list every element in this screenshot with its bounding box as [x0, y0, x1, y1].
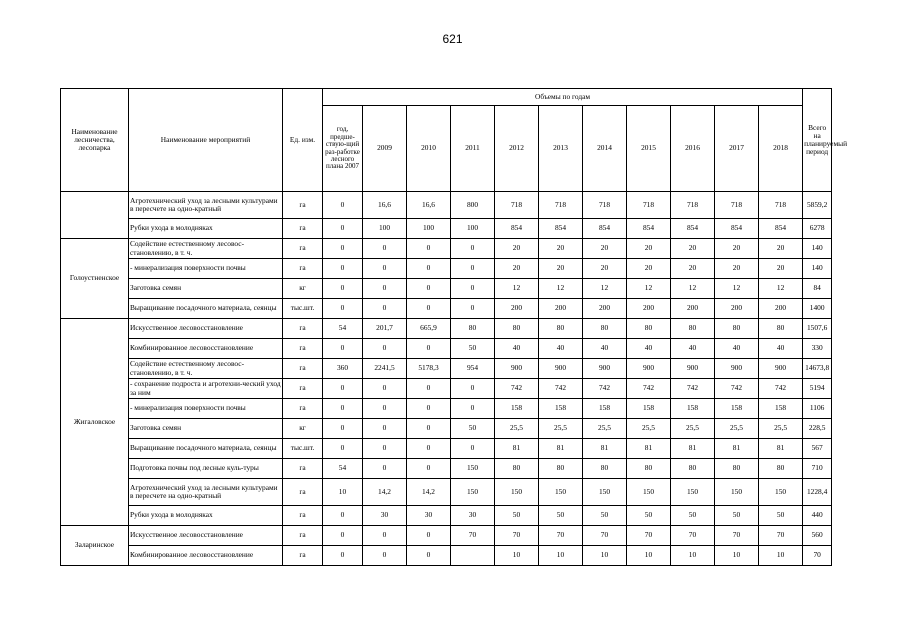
year-column-header: 2015 — [627, 106, 671, 192]
value-cell: 150 — [715, 479, 759, 506]
value-cell: 10 — [671, 546, 715, 566]
value-cell: 0 — [363, 546, 407, 566]
value-cell: 16,6 — [363, 192, 407, 219]
value-cell: 70 — [715, 526, 759, 546]
total-cell: 560 — [803, 526, 832, 546]
activity-name-cell: Комбинированное лесовосстановление — [129, 339, 283, 359]
value-cell: 80 — [715, 459, 759, 479]
value-cell: 0 — [323, 239, 363, 259]
value-cell: 718 — [671, 192, 715, 219]
value-cell: 20 — [671, 259, 715, 279]
value-cell: 900 — [495, 359, 539, 379]
value-cell — [451, 546, 495, 566]
activity-name-cell: - сохранение подроста и агротехни-ческий уход за ним — [130, 379, 281, 397]
value-cell: 0 — [323, 546, 363, 566]
table-row — [61, 339, 832, 359]
value-cell: 25,5 — [583, 419, 627, 439]
value-cell: 0 — [363, 339, 407, 359]
value-cell: 25,5 — [539, 419, 583, 439]
value-cell: 81 — [539, 439, 583, 459]
total-cell: 567 — [803, 439, 832, 459]
value-cell: 50 — [495, 506, 539, 526]
value-cell: 2241,5 — [363, 359, 407, 379]
value-cell: 16,6 — [407, 192, 451, 219]
activity-name-cell: Содействие естественному лесовос-становлению, в т. ч. — [129, 239, 283, 259]
value-cell: 10 — [495, 546, 539, 566]
value-cell: 158 — [715, 399, 759, 419]
value-cell: 40 — [539, 339, 583, 359]
unit-column-header: Ед. изм. — [283, 89, 323, 192]
page-number: 621 — [442, 32, 463, 46]
unit-cell: га — [283, 506, 323, 526]
total-cell: 6278 — [803, 219, 832, 239]
value-cell: 0 — [363, 439, 407, 459]
value-cell: 80 — [451, 319, 495, 339]
value-cell: 80 — [671, 319, 715, 339]
value-cell: 0 — [363, 299, 407, 319]
value-cell: 80 — [495, 319, 539, 339]
value-cell: 20 — [671, 239, 715, 259]
value-cell: 70 — [583, 526, 627, 546]
year-column-header: 2014 — [583, 106, 627, 192]
header-row-top — [61, 89, 832, 106]
year-column-header: 2010 — [407, 106, 451, 192]
activity-name-cell: Рубки ухода в молодняках — [129, 219, 283, 239]
value-cell: 10 — [583, 546, 627, 566]
value-cell: 12 — [759, 279, 803, 299]
value-cell: 742 — [671, 379, 715, 399]
table-row — [61, 526, 832, 546]
unit-cell: га — [283, 339, 323, 359]
value-cell: 742 — [759, 379, 803, 399]
value-cell: 25,5 — [671, 419, 715, 439]
table-row — [61, 219, 832, 239]
value-cell: 80 — [539, 459, 583, 479]
value-cell: 150 — [495, 479, 539, 506]
table-row — [61, 439, 832, 459]
value-cell: 900 — [715, 359, 759, 379]
value-cell: 900 — [759, 359, 803, 379]
activity-name-cell: - минерализация поверхности почвы — [129, 399, 283, 419]
table-row — [61, 239, 832, 259]
value-cell: 80 — [583, 459, 627, 479]
total-cell: 1400 — [803, 299, 832, 319]
activity-name-cell: Искусственное лесовосстановление — [129, 319, 283, 339]
table-row — [61, 379, 832, 399]
value-cell: 12 — [671, 279, 715, 299]
value-cell: 0 — [407, 439, 451, 459]
activity-name-cell: Заготовка семян — [129, 419, 283, 439]
value-cell: 12 — [715, 279, 759, 299]
total-cell: 440 — [803, 506, 832, 526]
value-cell: 100 — [451, 219, 495, 239]
value-cell: 80 — [495, 459, 539, 479]
value-cell: 100 — [407, 219, 451, 239]
table-row — [61, 399, 832, 419]
value-cell: 40 — [627, 339, 671, 359]
value-cell: 50 — [539, 506, 583, 526]
activity-name-cell: - минерализация поверхности почвы — [129, 259, 283, 279]
value-cell: 12 — [539, 279, 583, 299]
total-cell: 710 — [803, 459, 832, 479]
value-cell: 40 — [759, 339, 803, 359]
value-cell: 150 — [671, 479, 715, 506]
value-cell: 0 — [407, 399, 451, 419]
value-cell: 201,7 — [363, 319, 407, 339]
value-cell: 800 — [451, 192, 495, 219]
value-cell: 50 — [451, 419, 495, 439]
activity-name-cell: Агротехнический уход за лесными культурами в пересчете на одно-кратный — [129, 479, 283, 506]
value-cell: 0 — [323, 439, 363, 459]
value-cell: 0 — [407, 546, 451, 566]
table-row — [61, 299, 832, 319]
value-cell: 158 — [671, 399, 715, 419]
value-cell: 25,5 — [627, 419, 671, 439]
value-cell: 150 — [583, 479, 627, 506]
value-cell: 854 — [759, 219, 803, 239]
table-row — [61, 459, 832, 479]
unit-cell: га — [283, 379, 323, 399]
value-cell: 0 — [407, 279, 451, 299]
value-cell: 742 — [627, 379, 671, 399]
value-cell: 742 — [495, 379, 539, 399]
activity-name-cell: Заготовка семян — [129, 279, 283, 299]
value-cell: 81 — [627, 439, 671, 459]
value-cell: 10 — [539, 546, 583, 566]
value-cell: 0 — [407, 419, 451, 439]
forestry-name-cell: Заларинское — [61, 526, 129, 566]
value-cell: 70 — [759, 526, 803, 546]
unit-cell: га — [283, 192, 323, 219]
value-cell: 854 — [539, 219, 583, 239]
total-cell: 84 — [803, 279, 832, 299]
total-cell: 5859,2 — [803, 192, 832, 219]
value-cell: 0 — [323, 339, 363, 359]
value-cell: 0 — [407, 339, 451, 359]
table-row — [61, 279, 832, 299]
value-cell: 200 — [495, 299, 539, 319]
value-cell: 70 — [495, 526, 539, 546]
table-row — [61, 479, 832, 506]
value-cell: 158 — [627, 399, 671, 419]
total-cell: 228,5 — [803, 419, 832, 439]
value-cell: 81 — [495, 439, 539, 459]
value-cell: 200 — [627, 299, 671, 319]
unit-cell: га — [283, 239, 323, 259]
value-cell: 0 — [363, 239, 407, 259]
value-cell: 158 — [759, 399, 803, 419]
value-cell: 0 — [363, 459, 407, 479]
total-cell: 140 — [803, 239, 832, 259]
total-column-header: Всего на планируемый период — [803, 89, 832, 192]
activity-name-cell: Агротехнический уход за лесными культурами в пересчете на одно-кратный — [129, 192, 283, 219]
value-cell: 200 — [583, 299, 627, 319]
value-cell: 50 — [583, 506, 627, 526]
value-cell: 718 — [539, 192, 583, 219]
table-row — [61, 259, 832, 279]
value-cell: 54 — [323, 459, 363, 479]
value-cell: 0 — [407, 459, 451, 479]
value-cell: 20 — [583, 239, 627, 259]
value-cell: 0 — [451, 239, 495, 259]
value-cell: 70 — [451, 526, 495, 546]
value-cell: 80 — [539, 319, 583, 339]
value-cell: 81 — [583, 439, 627, 459]
year-column-header: 2012 — [495, 106, 539, 192]
value-cell: 0 — [451, 379, 495, 399]
forestry-name-cell — [61, 192, 129, 239]
value-cell: 0 — [323, 379, 363, 399]
value-cell: 20 — [627, 239, 671, 259]
value-cell: 81 — [715, 439, 759, 459]
value-cell: 0 — [363, 379, 407, 399]
value-cell: 742 — [715, 379, 759, 399]
value-cell: 0 — [363, 419, 407, 439]
total-cell: 14673,8 — [803, 359, 832, 379]
value-cell: 200 — [759, 299, 803, 319]
value-cell: 742 — [539, 379, 583, 399]
value-cell: 0 — [323, 192, 363, 219]
value-cell: 200 — [539, 299, 583, 319]
value-cell: 665,9 — [407, 319, 451, 339]
unit-cell: га — [283, 219, 323, 239]
value-cell: 25,5 — [759, 419, 803, 439]
value-cell: 14,2 — [363, 479, 407, 506]
value-cell: 80 — [715, 319, 759, 339]
table-row — [61, 506, 832, 526]
value-cell: 25,5 — [715, 419, 759, 439]
value-cell: 50 — [759, 506, 803, 526]
value-cell: 40 — [495, 339, 539, 359]
value-cell: 0 — [323, 526, 363, 546]
total-cell: 1507,6 — [803, 319, 832, 339]
year-column-header: 2017 — [715, 106, 759, 192]
value-cell: 0 — [323, 419, 363, 439]
value-cell: 20 — [539, 239, 583, 259]
value-cell: 50 — [451, 339, 495, 359]
value-cell: 0 — [323, 299, 363, 319]
year-column-header: 2013 — [539, 106, 583, 192]
prev-year-column-header: год, предше-ствую-щий раз-работке лесного плана 2007 — [323, 106, 363, 192]
value-cell: 80 — [627, 459, 671, 479]
value-cell: 854 — [715, 219, 759, 239]
total-cell: 1228,4 — [803, 479, 832, 506]
value-cell: 954 — [451, 359, 495, 379]
value-cell: 0 — [363, 279, 407, 299]
value-cell: 12 — [495, 279, 539, 299]
value-cell: 81 — [759, 439, 803, 459]
table-body — [61, 192, 832, 566]
activity-column-header: Наименование мероприятий — [129, 89, 283, 192]
activity-name-cell: Содействие естественному лесовос-становлению, в т. ч. — [129, 359, 283, 379]
value-cell: 0 — [451, 279, 495, 299]
value-cell: 30 — [363, 506, 407, 526]
value-cell: 14,2 — [407, 479, 451, 506]
value-cell: 70 — [627, 526, 671, 546]
unit-cell: кг — [283, 419, 323, 439]
value-cell: 20 — [539, 259, 583, 279]
value-cell: 70 — [671, 526, 715, 546]
unit-cell: га — [283, 359, 323, 379]
unit-cell: тыс.шт. — [283, 439, 323, 459]
value-cell: 718 — [495, 192, 539, 219]
value-cell: 718 — [627, 192, 671, 219]
value-cell: 0 — [451, 399, 495, 419]
value-cell: 12 — [627, 279, 671, 299]
year-column-header: 2009 — [363, 106, 407, 192]
value-cell: 80 — [671, 459, 715, 479]
value-cell: 54 — [323, 319, 363, 339]
value-cell: 20 — [495, 259, 539, 279]
value-cell: 50 — [671, 506, 715, 526]
value-cell: 150 — [451, 459, 495, 479]
value-cell: 854 — [583, 219, 627, 239]
unit-cell: га — [283, 319, 323, 339]
table-row — [61, 319, 832, 339]
value-cell: 150 — [627, 479, 671, 506]
activity-name-cell: Рубки ухода в молодняках — [129, 506, 283, 526]
value-cell: 70 — [539, 526, 583, 546]
value-cell: 158 — [539, 399, 583, 419]
forestry-column-header: Наименование лесничества, лесопарка — [61, 89, 129, 192]
activity-name-cell: Выращивание посадочного материала, сеянцы — [129, 299, 283, 319]
value-cell: 20 — [759, 259, 803, 279]
value-cell: 80 — [627, 319, 671, 339]
value-cell: 30 — [407, 506, 451, 526]
value-cell: 0 — [323, 219, 363, 239]
value-cell: 0 — [363, 259, 407, 279]
value-cell: 158 — [495, 399, 539, 419]
value-cell: 80 — [583, 319, 627, 339]
value-cell: 12 — [583, 279, 627, 299]
table-row — [61, 192, 832, 219]
forestry-name-cell: Жигаловское — [61, 319, 129, 526]
value-cell: 0 — [451, 259, 495, 279]
value-cell: 0 — [363, 399, 407, 419]
unit-cell: га — [283, 546, 323, 566]
total-cell: 330 — [803, 339, 832, 359]
value-cell: 80 — [759, 319, 803, 339]
value-cell: 0 — [407, 239, 451, 259]
value-cell: 158 — [583, 399, 627, 419]
value-cell: 80 — [759, 459, 803, 479]
value-cell: 20 — [627, 259, 671, 279]
value-cell: 20 — [759, 239, 803, 259]
value-cell: 718 — [583, 192, 627, 219]
value-cell: 40 — [583, 339, 627, 359]
value-cell: 200 — [671, 299, 715, 319]
value-cell: 5178,3 — [407, 359, 451, 379]
value-cell: 40 — [671, 339, 715, 359]
value-cell: 0 — [323, 506, 363, 526]
value-cell: 0 — [363, 526, 407, 546]
value-cell: 40 — [715, 339, 759, 359]
value-cell: 0 — [323, 279, 363, 299]
activity-name-cell: Искусственное лесовосстановление — [129, 526, 283, 546]
value-cell: 718 — [715, 192, 759, 219]
value-cell: 200 — [715, 299, 759, 319]
value-cell: 854 — [627, 219, 671, 239]
forestry-name-cell: Голоустненское — [61, 239, 129, 319]
value-cell: 81 — [671, 439, 715, 459]
value-cell: 900 — [627, 359, 671, 379]
unit-cell: га — [283, 259, 323, 279]
value-cell: 0 — [407, 299, 451, 319]
value-cell: 0 — [451, 439, 495, 459]
value-cell: 20 — [583, 259, 627, 279]
forest-activities-table — [60, 88, 848, 566]
year-column-header: 2016 — [671, 106, 715, 192]
value-cell: 0 — [407, 259, 451, 279]
unit-cell: тыс.шт. — [283, 299, 323, 319]
value-cell: 742 — [583, 379, 627, 399]
value-cell: 25,5 — [495, 419, 539, 439]
total-cell: 140 — [803, 259, 832, 279]
value-cell: 20 — [715, 239, 759, 259]
value-cell: 10 — [627, 546, 671, 566]
value-cell: 900 — [583, 359, 627, 379]
value-cell: 0 — [451, 299, 495, 319]
unit-cell: га — [283, 399, 323, 419]
table-row — [61, 419, 832, 439]
value-cell: 854 — [671, 219, 715, 239]
value-cell: 0 — [323, 259, 363, 279]
value-cell: 10 — [715, 546, 759, 566]
value-cell: 50 — [715, 506, 759, 526]
total-cell: 5194 — [803, 379, 832, 399]
value-cell: 0 — [323, 399, 363, 419]
value-cell: 10 — [759, 546, 803, 566]
value-cell: 900 — [539, 359, 583, 379]
table-row — [61, 546, 832, 566]
unit-cell: га — [283, 479, 323, 506]
value-cell: 100 — [363, 219, 407, 239]
total-cell: 1106 — [803, 399, 832, 419]
value-cell: 150 — [759, 479, 803, 506]
volumes-by-year-header: Объемы по годам — [323, 89, 803, 106]
value-cell: 854 — [495, 219, 539, 239]
value-cell: 150 — [451, 479, 495, 506]
year-column-header: 2018 — [759, 106, 803, 192]
value-cell: 20 — [715, 259, 759, 279]
value-cell: 900 — [671, 359, 715, 379]
table-row — [61, 359, 832, 379]
total-cell: 70 — [803, 546, 832, 566]
value-cell: 50 — [627, 506, 671, 526]
value-cell: 30 — [451, 506, 495, 526]
unit-cell: га — [283, 526, 323, 546]
unit-cell: га — [283, 459, 323, 479]
unit-cell: кг — [283, 279, 323, 299]
value-cell: 718 — [759, 192, 803, 219]
value-cell: 20 — [495, 239, 539, 259]
activity-name-cell: Выращивание посадочного материала, сеянцы — [129, 439, 283, 459]
activity-name-cell: Подготовка почвы под лесные куль-туры — [129, 459, 283, 479]
year-column-header: 2011 — [451, 106, 495, 192]
value-cell: 0 — [407, 379, 451, 399]
value-cell: 10 — [323, 479, 363, 506]
value-cell: 360 — [323, 359, 363, 379]
value-cell: 150 — [539, 479, 583, 506]
value-cell: 0 — [407, 526, 451, 546]
activity-name-cell: Комбинированное лесовосстановление — [129, 546, 283, 566]
